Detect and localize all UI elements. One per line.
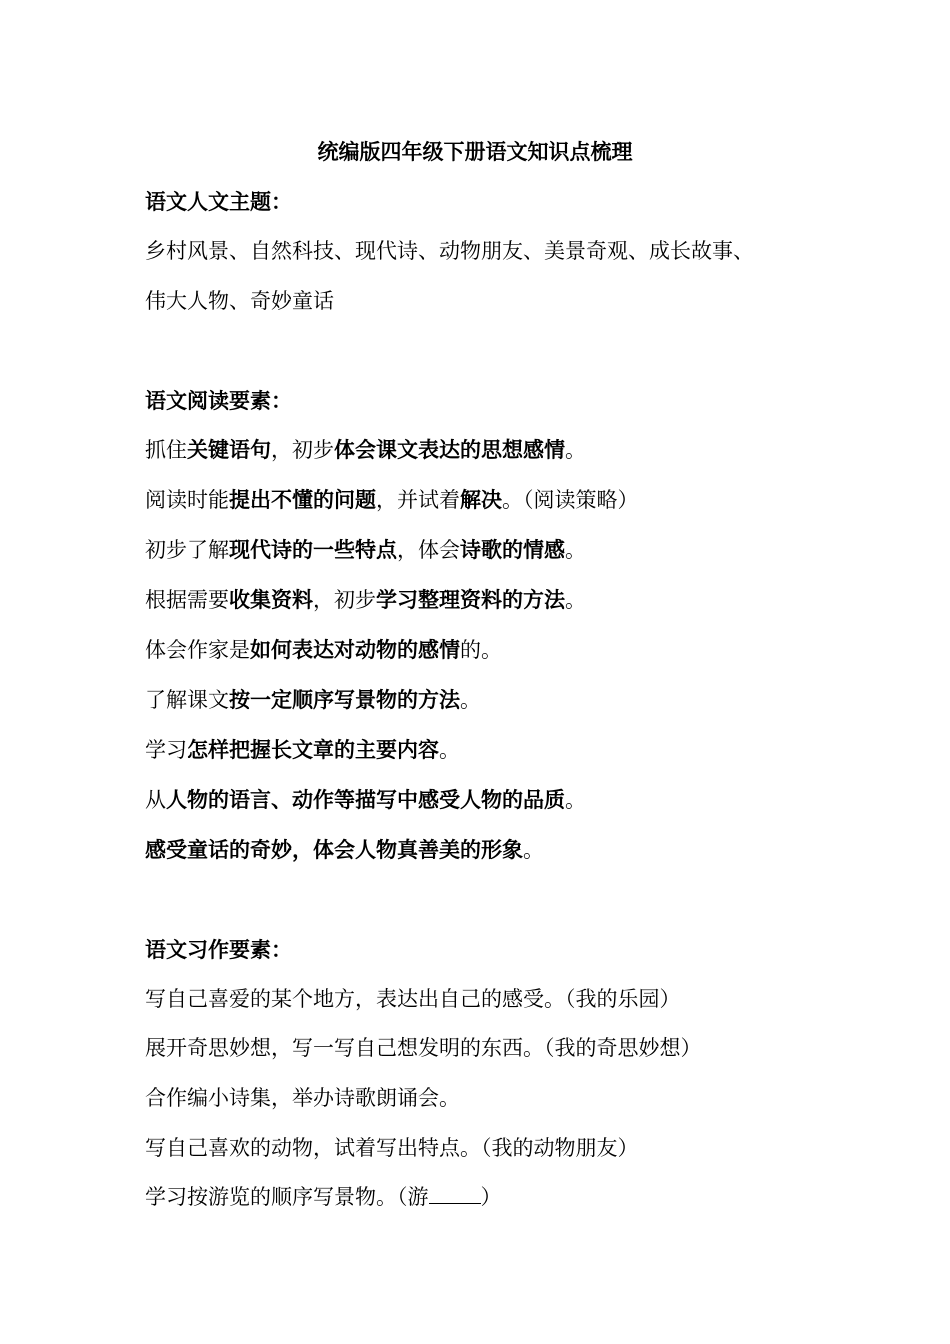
bold-text: 按一定顺序写景物的方法 — [229, 687, 460, 712]
humanistic-heading: 语文人文主题： — [145, 189, 292, 214]
bold-text: 人物的语言、动作等描写中感受人物的品质 — [166, 787, 565, 812]
plain-text: 。 — [565, 788, 586, 812]
reading-item — [145, 635, 502, 665]
reading-item — [145, 585, 586, 615]
bold-text: 提出不懂的问题 — [229, 487, 376, 512]
bold-text: 收集资料 — [229, 587, 313, 612]
writing-item: 展开奇思妙想，写一写自己想发明的东西。（我的奇思妙想） — [145, 1036, 702, 1060]
bold-text: 学习整理资料的方法 — [376, 587, 565, 612]
plain-text: 了解课文 — [145, 688, 229, 712]
plain-text: 。 — [523, 838, 544, 862]
plain-text: 抓住 — [145, 438, 187, 462]
writing-item: 写自己喜欢的动物，试着写出特点。（我的动物朋友） — [145, 1136, 639, 1160]
reading-item — [145, 735, 460, 765]
bold-text: 怎样把握长文章的主要内容 — [187, 737, 439, 762]
plain-text: 。 — [565, 438, 586, 462]
reading-item — [145, 535, 586, 565]
writing-item — [145, 1182, 502, 1212]
bold-text: 解决 — [460, 487, 502, 512]
bold-text: 体会课文表达的思想感情 — [334, 437, 565, 462]
plain-text: 学习按游览的顺序写景物。（游 — [145, 1185, 429, 1209]
plain-text: 阅读时能 — [145, 488, 229, 512]
reading-item — [145, 785, 586, 815]
reading-item — [145, 435, 586, 465]
plain-text: ，并试着 — [376, 488, 460, 512]
bold-text: 现代诗的一些特点 — [229, 537, 397, 562]
plain-text: 。 — [565, 588, 586, 612]
plain-text: 初步了解 — [145, 538, 229, 562]
plain-text: 从 — [145, 788, 166, 812]
page-title: 统编版四年级下册语文知识点梳理 — [317, 139, 633, 164]
bold-text: 关键语句 — [187, 437, 271, 462]
reading-item — [145, 835, 544, 865]
plain-text: ） — [480, 1185, 502, 1209]
reading-heading: 语文阅读要素： — [145, 388, 292, 413]
plain-text: 。 — [460, 688, 481, 712]
plain-text: 。 — [439, 738, 460, 762]
reading-item — [145, 485, 639, 515]
plain-text: ，初步 — [313, 588, 376, 612]
writing-item: 合作编小诗集，举办诗歌朗诵会。 — [145, 1086, 460, 1110]
plain-text: 的。 — [460, 638, 502, 662]
bold-text: 如何表达对动物的感情 — [250, 637, 460, 662]
plain-text: 体会作家是 — [145, 638, 250, 662]
reading-item — [145, 685, 481, 715]
writing-heading: 语文习作要素： — [145, 937, 292, 962]
humanistic-line-1: 乡村风景、自然科技、现代诗、动物朋友、美景奇观、成长故事、 — [145, 239, 754, 263]
bold-text: 感受童话的奇妙，体会人物真善美的形象 — [145, 837, 523, 862]
plain-text: 。（阅读策略） — [502, 488, 639, 512]
plain-text: 学习 — [145, 738, 187, 762]
plain-text: ，体会 — [397, 538, 460, 562]
plain-text: ，初步 — [271, 438, 334, 462]
bold-text: 诗歌的情感 — [460, 537, 565, 562]
fill-in-blank — [429, 1183, 481, 1204]
plain-text: 。 — [565, 538, 586, 562]
writing-item: 写自己喜爱的某个地方，表达出自己的感受。（我的乐园） — [145, 987, 681, 1011]
plain-text: 根据需要 — [145, 588, 229, 612]
humanistic-line-2: 伟大人物、奇妙童话 — [145, 289, 334, 313]
